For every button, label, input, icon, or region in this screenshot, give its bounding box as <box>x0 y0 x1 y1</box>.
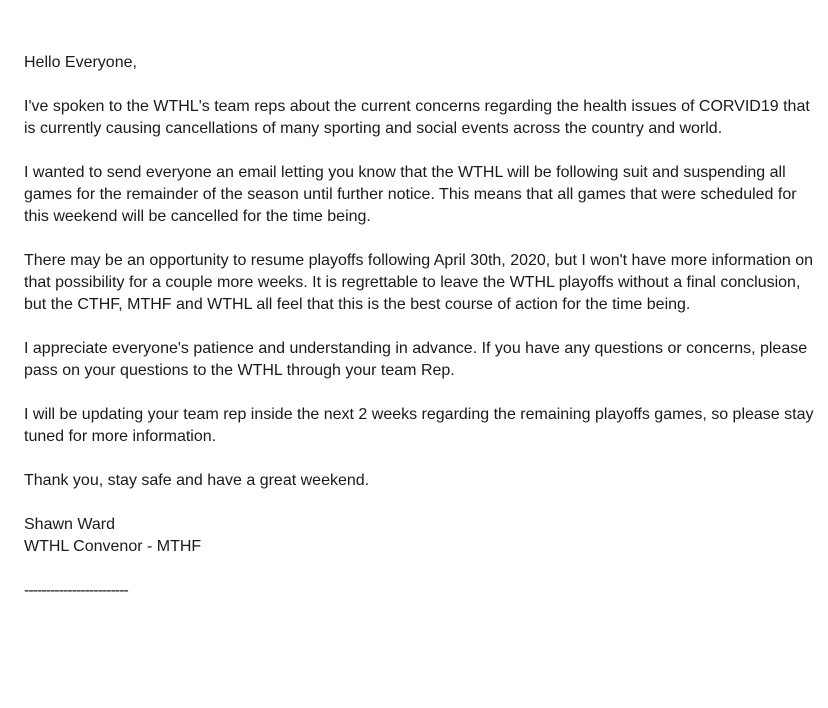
paragraph-questions: I appreciate everyone's patience and understanding in advance. If you have any questions or concerns, please pass on your questions to the WTHL through your team Rep. <box>24 340 808 379</box>
paragraph-reps-concerns: I've spoken to the WTHL's team reps about the current concerns regarding the health issues of CORVID19 that is currently causing cancellations of many sporting and social events across the country and world. <box>24 98 810 137</box>
paragraph-updates: I will be updating your team rep inside the next 2 weeks regarding the remaining playoffs games, so please stay tuned for more information. <box>24 406 814 445</box>
signature-title: WTHL Convenor - MTHF <box>24 538 202 555</box>
paragraph-suspension: I wanted to send everyone an email letting you know that the WTHL will be following suit and suspending all games for the remainder of the season until further notice. This means that all games that were scheduled for this weekend will be cancelled for the time being. <box>24 164 797 225</box>
greeting: Hello Everyone, <box>24 54 137 71</box>
paragraph-playoffs: There may be an opportunity to resume playoffs following April 30th, 2020, but I won't have more information on that possibility for a couple more weeks. It is regrettable to leave the WTHL playoffs without a final conclusion, but the CTHF, MTHF and WTHL all feel that this is the best course of action for the time being. <box>24 252 813 313</box>
divider-line: ------------------------ <box>24 582 128 599</box>
email-body <box>24 52 814 624</box>
closing-line: Thank you, stay safe and have a great weekend. <box>24 472 370 489</box>
signature-name: Shawn Ward <box>24 516 115 533</box>
signature-block <box>24 514 814 558</box>
